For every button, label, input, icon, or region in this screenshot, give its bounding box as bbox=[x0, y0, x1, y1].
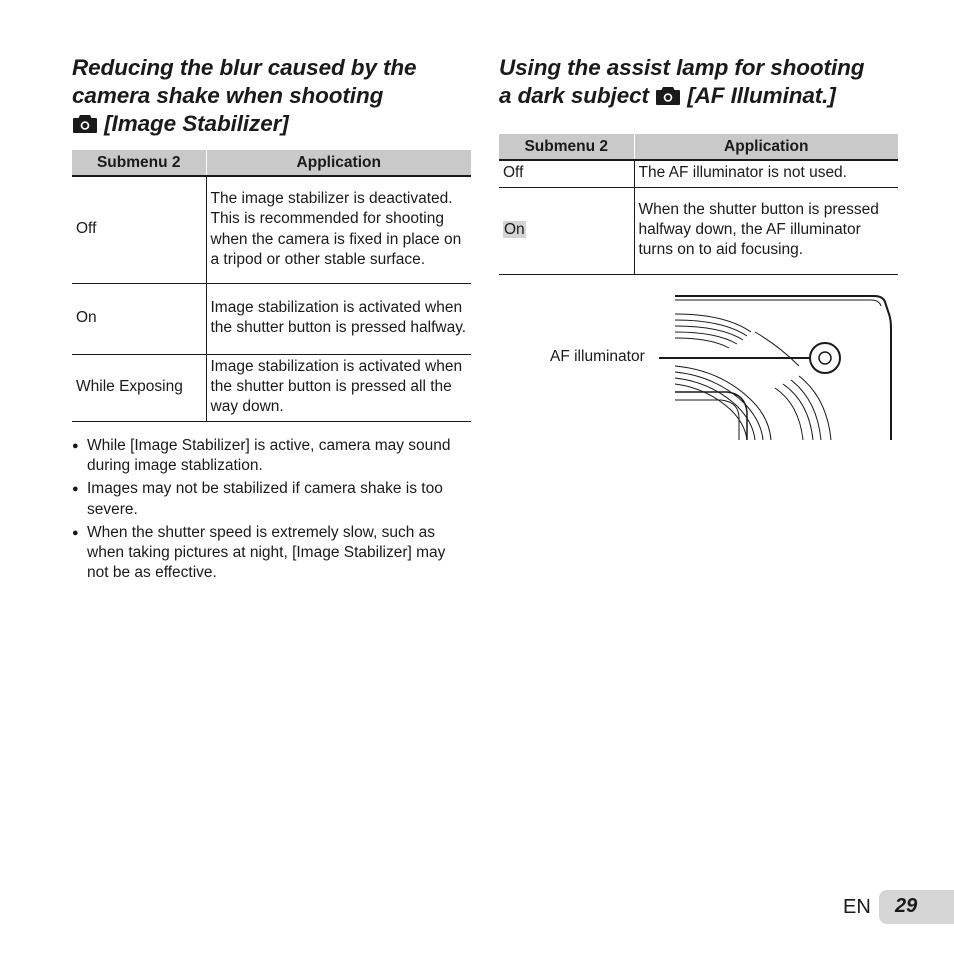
af-illuminator-table bbox=[499, 134, 898, 275]
af-illuminator-title: Using the assist lamp for shooting a dark subject [AF Illuminat.] bbox=[499, 55, 865, 108]
camera-icon bbox=[72, 112, 98, 134]
camera-front-illustration bbox=[499, 292, 898, 442]
image-stabilizer-section bbox=[72, 54, 471, 587]
column-header-submenu: Submenu 2 bbox=[499, 134, 634, 160]
table-header-row bbox=[499, 134, 898, 160]
description-cell: Image stabilization is activated when the shutter button is pressed halfway. bbox=[206, 283, 471, 354]
description-cell: When the shutter button is pressed halfway down, the AF illuminator turns on to aid focusing. bbox=[634, 187, 898, 274]
option-cell: On bbox=[72, 283, 206, 354]
description-cell: The image stabilizer is deactivated. This is recommended for shooting when the camera is fixed in place on a tripod or other stable surface. bbox=[206, 176, 471, 283]
option-cell: While Exposing bbox=[72, 354, 206, 421]
highlighted-option: On bbox=[504, 220, 525, 238]
bullet-icon: ● bbox=[72, 483, 79, 496]
table-row bbox=[72, 354, 471, 421]
notes-list bbox=[72, 436, 471, 584]
af-illuminator-label: AF illuminator bbox=[550, 348, 645, 365]
camera-icon bbox=[655, 84, 681, 106]
page-number-tab bbox=[879, 890, 954, 924]
column-header-application: Application bbox=[206, 150, 471, 176]
description-cell: The AF illuminator is not used. bbox=[634, 160, 898, 187]
table-row bbox=[72, 176, 471, 283]
column-header-application: Application bbox=[634, 134, 898, 160]
option-cell: Off bbox=[499, 160, 634, 187]
option-cell bbox=[499, 187, 634, 274]
list-item: ● While [Image Stabilizer] is active, camera may sound during image stablization. bbox=[72, 436, 451, 474]
table-row bbox=[72, 283, 471, 354]
bullet-icon: ● bbox=[72, 439, 79, 452]
table-row bbox=[499, 187, 898, 274]
option-cell: Off bbox=[72, 176, 206, 283]
list-item: ● When the shutter speed is extremely slow, such as when taking pictures at night, [Image Stabilizer] may not be as effective. bbox=[72, 523, 446, 582]
af-illuminator-figure bbox=[499, 292, 898, 442]
column-header-submenu: Submenu 2 bbox=[72, 150, 206, 176]
image-stabilizer-table bbox=[72, 150, 471, 422]
image-stabilizer-title: Reducing the blur caused by the camera shake when shooting [Image Stabilizer] bbox=[72, 55, 417, 136]
bullet-icon: ● bbox=[72, 526, 79, 539]
description-cell: Image stabilization is activated when the shutter button is pressed all the way down. bbox=[206, 354, 471, 421]
language-label: EN bbox=[843, 896, 871, 918]
table-row bbox=[499, 160, 898, 187]
page-number: 29 bbox=[895, 895, 918, 917]
list-item: ● Images may not be stabilized if camera shake is too severe. bbox=[72, 480, 443, 518]
table-header-row bbox=[72, 150, 471, 176]
af-illuminator-section bbox=[499, 54, 898, 275]
